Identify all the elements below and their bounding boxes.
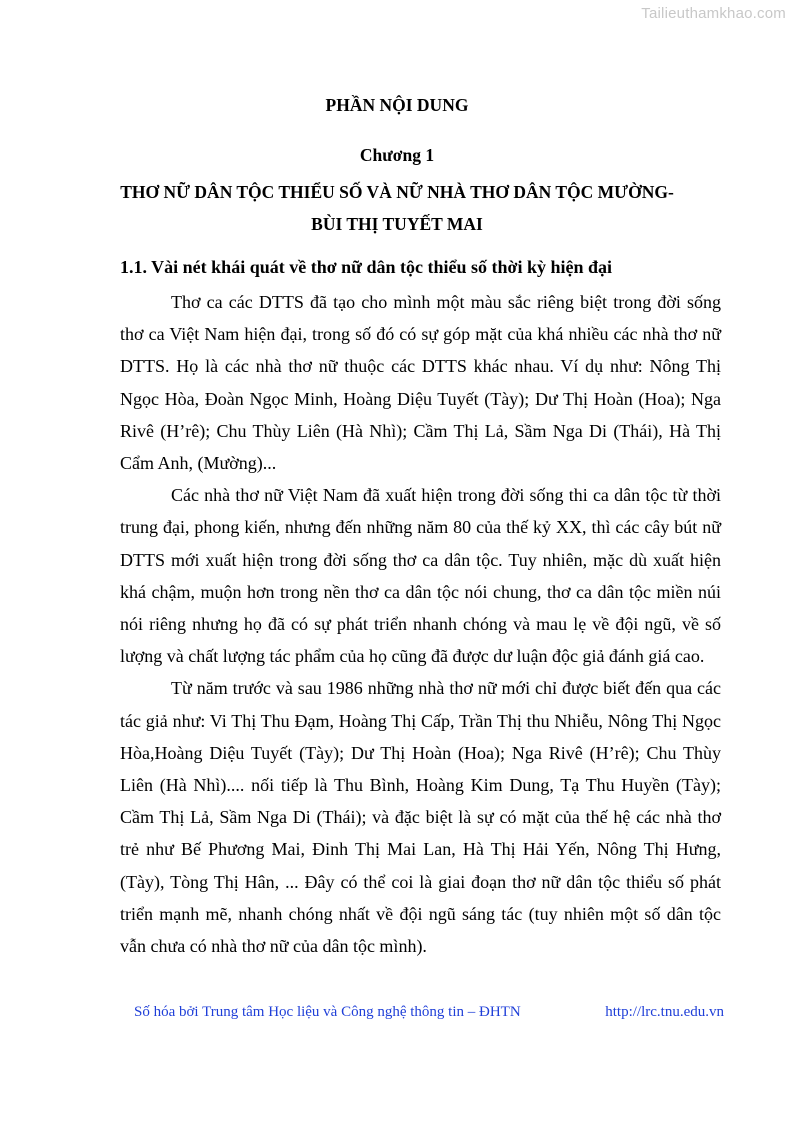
chapter-title-line1: THƠ NỮ DÂN TỘC THIỂU SỐ VÀ NỮ NHÀ THƠ DÂN TỘC MƯỜNG- [120, 182, 674, 202]
paragraph: Thơ ca các DTTS đã tạo cho mình một màu sắc riêng biệt trong đời sống thơ ca Việt Nam hiện đại, trong số đó có sự góp mặt của khá nhiều các nhà thơ nữ DTTS. Họ là các nhà thơ nữ thuộc các DTTS khác nhau. Ví dụ như: Nông Thị Ngọc Hòa, Đoàn Ngọc Minh, Hoàng Diệu Tuyết (Tày); Dư Thị Hoàn (Hoa); Nga Rivê (H’rê); Chu Thùy Liên (Hà Nhì); Cầm Thị Lả, Sầm Nga Di (Thái), Hà Thị Cẩm Anh, (Mường)... [120, 292, 721, 474]
footer-source: Số hóa bởi Trung tâm Học liệu và Công nghệ thông tin – ĐHTN [134, 1004, 521, 1020]
page-footer [134, 1004, 724, 1021]
part-title: PHẦN NỘI DUNG [325, 95, 469, 115]
body-text [120, 286, 721, 962]
paragraph: Các nhà thơ nữ Việt Nam đã xuất hiện trong đời sống thi ca dân tộc từ thời trung đại, phong kiến, nhưng đến những năm 80 của thế kỷ XX, thì các cây bút nữ DTTS mới xuất hiện trong đời sống thơ ca dân tộc. Tuy nhiên, mặc dù xuất hiện khá chậm, muộn hơn trong nền thơ ca dân tộc nói chung, thơ ca dân tộc miền núi nói riêng nhưng họ đã có sự phát triển nhanh chóng và mau lẹ về đội ngũ, về số lượng và chất lượng tác phẩm của họ cũng đã được dư luận độc giả đánh giá cao. [120, 485, 721, 667]
chapter-label: Chương 1 [359, 145, 435, 165]
watermark: Tailieuthamkhao.com [641, 5, 786, 22]
footer-url[interactable]: http://lrc.tnu.edu.vn [605, 1004, 724, 1020]
chapter-title [0, 176, 794, 240]
chapter-title-line2: BÙI THỊ TUYẾT MAI [311, 214, 483, 234]
paragraph: Từ năm trước và sau 1986 những nhà thơ nữ mới chỉ được biết đến qua các tác giả như: Vi Thị Thu Đạm, Hoàng Thị Cấp, Trần Thị thu Nhiễu, Nông Thị Ngọc Hòa,Hoàng Diệu Tuyết (Tày); Dư Thị Hoàn (Hoa); Nga Rivê (H’rê); Chu Thùy Liên (Hà Nhì).... nối tiếp là Thu Bình, Hoàng Kim Dung, Tạ Thu Huyền (Tày); Cầm Thị Lả, Sầm Nga Di (Thái); và đặc biệt là sự có mặt của thế hệ các nhà thơ trẻ như Bế Phương Mai, Đinh Thị Mai Lan, Hà Thị Hải Yến, Nông Thị Hưng, (Tày), Tòng Thị Hân, ... Đây có thể coi là giai đoạn thơ nữ dân tộc thiểu số phát triển mạnh mẽ, nhanh chóng nhất về đội ngũ sáng tác (tuy nhiên một số dân tộc vẫn chưa có nhà thơ nữ của dân tộc mình). [120, 678, 721, 957]
section-heading: 1.1. Vài nét khái quát về thơ nữ dân tộc thiểu số thời kỳ hiện đại [120, 257, 613, 277]
